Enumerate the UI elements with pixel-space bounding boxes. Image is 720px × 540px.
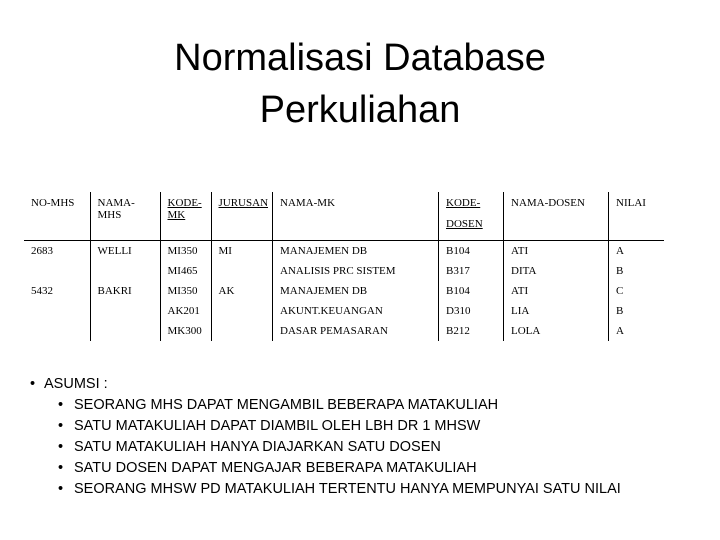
bullet-icon: • (30, 376, 36, 392)
cell-kode-mk: MI350 (160, 281, 211, 301)
cell-kode-dosen: B104 (439, 241, 504, 262)
cell-no-mhs (24, 301, 90, 321)
cell-jurusan: AK (211, 281, 273, 301)
cell-no-mhs: 5432 (24, 281, 90, 301)
assumption-text: SEORANG MHS DAPAT MENGAMBIL BEBERAPA MATAKULIAH (74, 397, 499, 413)
header-kode-mk: KODE-MK (160, 192, 211, 241)
cell-jurusan: MI (211, 241, 273, 262)
bullet-icon: • (58, 418, 64, 434)
bullet-icon: • (58, 481, 64, 497)
cell-kode-dosen: B212 (439, 321, 504, 341)
cell-nama-mhs: WELLI (90, 241, 160, 262)
cell-kode-mk: MI465 (160, 261, 211, 281)
header-nama-mk: NAMA-MK (273, 192, 439, 241)
cell-nama-mk: AKUNT.KEUANGAN (273, 301, 439, 321)
title-line-2: Perkuliahan (259, 89, 461, 131)
bullet-icon: • (58, 439, 64, 455)
list-item (30, 395, 710, 416)
table-row (24, 261, 664, 281)
cell-kode-dosen: D310 (439, 301, 504, 321)
cell-jurusan (211, 301, 273, 321)
cell-kode-mk: MI350 (160, 241, 211, 262)
cell-nilai: B (609, 301, 664, 321)
cell-nama-mk: ANALISIS PRC SISTEM (273, 261, 439, 281)
assumption-text: SATU MATAKULIAH DAPAT DIAMBIL OLEH LBH DR 1 MHSW (74, 418, 481, 434)
assumption-text: SATU MATAKULIAH HANYA DIAJARKAN SATU DOSEN (74, 439, 441, 455)
header-nama-dosen: NAMA-DOSEN (504, 192, 609, 241)
list-item (30, 437, 710, 458)
table-row (24, 301, 664, 321)
cell-nilai: A (609, 241, 664, 262)
cell-jurusan (211, 321, 273, 341)
assumption-text: SEORANG MHSW PD MATAKULIAH TERTENTU HANYA MEMPUNYAI SATU NILAI (74, 481, 621, 497)
title-line-1: Normalisasi Database (174, 37, 546, 79)
table-row (24, 281, 664, 301)
list-item (30, 479, 710, 500)
cell-nama-dosen: LIA (504, 301, 609, 321)
cell-nama-mhs (90, 321, 160, 341)
cell-nama-dosen: LOLA (504, 321, 609, 341)
table-row (24, 241, 664, 262)
cell-kode-dosen: B104 (439, 281, 504, 301)
cell-nilai: C (609, 281, 664, 301)
cell-nama-mk: MANAJEMEN DB (273, 281, 439, 301)
page-title (0, 32, 720, 136)
cell-jurusan (211, 261, 273, 281)
header-kode-dosen-line-1: KODE- (446, 197, 481, 209)
header-kode-dosen-line-2: DOSEN (446, 218, 483, 230)
header-kode-dosen (439, 192, 504, 241)
cell-nama-dosen: ATI (504, 281, 609, 301)
perkuliahan-table (24, 192, 664, 341)
bullet-icon: • (58, 460, 64, 476)
cell-nama-mhs: BAKRI (90, 281, 160, 301)
cell-nilai: B (609, 261, 664, 281)
list-item (30, 416, 710, 437)
header-nama-mhs: NAMA-MHS (90, 192, 160, 241)
header-nilai: NILAI (609, 192, 664, 241)
table-row (24, 321, 664, 341)
cell-nama-mhs (90, 301, 160, 321)
cell-nilai: A (609, 321, 664, 341)
header-jurusan: JURUSAN (211, 192, 273, 241)
assumption-text: SATU DOSEN DAPAT MENGAJAR BEBERAPA MATAKULIAH (74, 460, 477, 476)
cell-no-mhs: 2683 (24, 241, 90, 262)
bullet-icon: • (58, 397, 64, 413)
cell-nama-mk: MANAJEMEN DB (273, 241, 439, 262)
cell-kode-mk: AK201 (160, 301, 211, 321)
header-no-mhs: NO-MHS (24, 192, 90, 241)
cell-nama-mk: DASAR PEMASARAN (273, 321, 439, 341)
assumptions-list (30, 374, 710, 500)
cell-kode-dosen: B317 (439, 261, 504, 281)
cell-no-mhs (24, 261, 90, 281)
assumptions-heading-item (30, 374, 710, 395)
cell-nama-dosen: DITA (504, 261, 609, 281)
table-header-row (24, 192, 664, 241)
list-item (30, 458, 710, 479)
cell-no-mhs (24, 321, 90, 341)
assumptions-heading: ASUMSI : (44, 376, 108, 392)
cell-nama-mhs (90, 261, 160, 281)
cell-nama-dosen: ATI (504, 241, 609, 262)
cell-kode-mk: MK300 (160, 321, 211, 341)
